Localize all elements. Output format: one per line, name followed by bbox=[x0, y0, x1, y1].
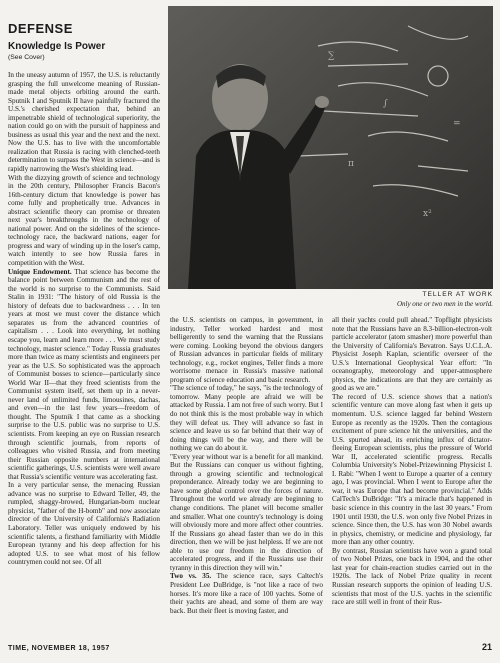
photo-caption: Only one or two men in the world. bbox=[396, 300, 493, 308]
article-column-3 bbox=[332, 316, 492, 644]
paragraph: Two vs. 35. The science race, says Caltech's President Lee DuBridge, is "not like a race of two horses. It's more like a race of 100 yachts. Some of their yachts are ahead, and some of them are way back. But their fleet is moving faster, and bbox=[170, 572, 323, 615]
paragraph: Unique Endowment. That science has become the balance point between Communism and the rest of the world is no surprise to the Communists. Said Stalin in 1931: "The history of old Russia is the history of defeats due to backwardness . . . In ten years at most we must cover the distance which separates us from the advanced countries of capitalism . . . Look into everything, let nothing escape you, learn and learn more . . . We must study technology, master science." Today Russia graduates more than twice as many scientists and engineers per year as the U.S. So sophisticated was the approach of Communist bosses to science—particularly since World War II—that they freed scientists from the Communist system itself, set them up in a never-never land of unlimited funds, limousines, dachas, and even—in the last few years—freedom of thought. The Sputnik I that came as a shocking surprise to the U.S. public was no surprise to U.S. scientists. From keeping an eye on Russian research through scientific journals, from reports of colleagues who visited Russia, and from meeting their Russian opposite numbers at international scientific gatherings, U.S. scientists were well aware that Russia's scientific venture was accelerating fast. bbox=[8, 267, 160, 481]
paragraph: "The science of today," he says, "is the technology of tomorrow. Many people are afraid we will be attacked by Russia. I am not free of such worry. But I do not think this is the most probable way in which they will defeat us. They will advance so fast in science and leave us so far behind that their way of doing things will be the way, and there will be nothing we can do about it. bbox=[170, 384, 323, 453]
paragraph: the U.S. scientists on campus, in government, in industry, Teller worked hardest and most belligerently to send the warning that the Russians were coming. Looking beyond the obvious dangers of Russian advances in particular fields of military technology, e.g., rocket engines, Teller finds a more worrisome menace in Russia's massive national program of science education and basic research. bbox=[170, 316, 323, 384]
article-column-2 bbox=[170, 316, 323, 644]
page-number: 21 bbox=[481, 642, 492, 652]
subhead: Unique Endowment. bbox=[8, 267, 72, 276]
headline: Knowledge Is Power bbox=[8, 41, 106, 52]
teller-photo bbox=[168, 6, 493, 289]
paragraph: With the dizzying growth of science and technology in the 20th century, Philosopher Francis Bacon's 16th-century dictum that knowledge is power has come fully and prophetically true. Advances in abstract scientific theory can promise or threaten next year's breakthroughs in the technology of national power. And on the sidelines of the science-technology race, the backward nations, eager for progress and wary of winding up in the loser's camp, watch intently to see how Russia fares in competition with the West. bbox=[8, 173, 160, 268]
svg-text:x²: x² bbox=[423, 209, 432, 219]
cross-reference: (See Cover) bbox=[8, 54, 45, 61]
svg-text:∫: ∫ bbox=[383, 99, 388, 109]
photo-caption-title: TELLER AT WORK bbox=[422, 291, 493, 298]
paragraph: By contrast, Russian scientists have won a grand total of two Nobel Prizes, one back in 1904, and the other last year for chain-reaction studies carried out in the 1920s. The lack of Nobel Prize quality in recent Russian research supports the opinion of leading U.S. scientists that most of the U.S. yachts in the scientific race are still well in front of their Rus- bbox=[332, 546, 492, 607]
paragraph: "Every year without war is a benefit for all mankind. But the Russians can conquer us without fighting, through a growing scientific and technological preponderance. Already today we are beginning to have some global control over the forces of nature. Throughout the world we already are beginning to change conditions. The planet will become smaller and smaller. What one country's technology is doing will obviously more and more affect other countries. If the Russians go ahead faster than we do in this direction, then we will be just helpless. If we are not able to use our freedom in the direction of accelerated progress, and if the Russians use their tyranny in this direction they will win." bbox=[170, 452, 323, 572]
svg-text:∑: ∑ bbox=[328, 51, 335, 61]
paragraph: In a very particular sense, the menacing Russian advance was no surprise to Edward Teller, 49, the rumpled, shaggy-browed, Hungarian-born nuclear physicist, "father of the H-bomb" and now associate director of the University of California's Radiation Laboratory. Teller was uniquely endowed by his scientific talents, a firsthand familiarity with Middle European tyranny and his deep affection for his adopted U.S. to see what most of his fellow countrymen could not see. Of all bbox=[8, 481, 160, 567]
paragraph: The record of U.S. science shows that a nation's scientific venture can move along fast when it gets up momentum. U.S. science lagged far behind Western Europe as recently as the 1920s. Then the contagious excitement of pure science hit the universities, and the U.S. spurted ahead, its enriching influx of dictator-fleeing European scientists, plus the pressure of World War II, accelerated scientific progress. Recalls Columbia University's Nobel-Prizewinning Physicist I. I. Rabi: "When I went to Europe a quarter of a century ago, I was provincial. When I went to Europe after the war, it was Europe that had become provincial." Adds CalTech's DuBridge: "It's a miracle that's happened in basic science in this country in the last 30 years." From 1901 until 1930, the U.S. won only five Nobel Prizes in science. Since then, the U.S. has won 30 Nobel awards in physics, chemistry, or medicine and physiology, far more than any other country. bbox=[332, 392, 492, 547]
svg-text:π: π bbox=[348, 159, 354, 169]
section-title: DEFENSE bbox=[8, 21, 73, 36]
subhead: Two vs. 35. bbox=[170, 572, 212, 581]
svg-text:=: = bbox=[453, 119, 461, 129]
paragraph: In the uneasy autumn of 1957, the U.S. is reluctantly grasping the full unwelcome meaning of Russian-made metal objects orbiting around the earth. Sputnik I and Sputnik II have painfully fractured the U.S.'s cherished expectation that, behind an impenetrable shield of technological superiority, the nation could go on with the pursuit of happiness and business as usual this year and the next and the next. Now the U.S. has to live with the uncomfortable realization that Russia is racing with clenched-teeth determination to surpass the West in science—and is rapidly narrowing the West's shielding lead. bbox=[8, 71, 160, 174]
paragraph: all their yachts could pull ahead." Topflight physicists note that the Russians have an 8.3-billion-electron-volt particle accelerator (atom smasher) more powerful than the University of California's Bevatron. Says U.C.L.A. Physicist Joseph Kaplan, scientific overseer of the U.S.'s International Geophysical Year effort: "In oceanography, meteorology and upper-atmosphere physics, the indications are that they are certainly as good as we are." bbox=[332, 316, 492, 393]
article-column-1 bbox=[8, 71, 160, 641]
photo-illustration bbox=[168, 6, 493, 289]
issue-date: TIME, NOVEMBER 18, 1957 bbox=[8, 645, 110, 652]
